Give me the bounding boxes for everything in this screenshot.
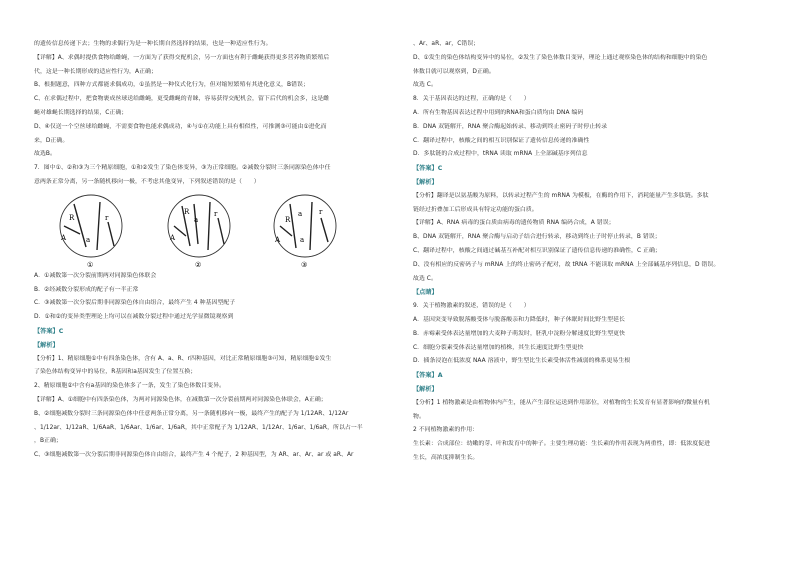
question-7-stem: 意两条正常分离，另一条随机移向一极，不考虑其他变异，下列叙述错误的是（ ） bbox=[34, 178, 260, 185]
text-line: 【分析】1 植物激素是由植物体内产生，能从产生部位运送到作用部位，对植物的生长发育有显著影响的微量有机 bbox=[413, 399, 710, 406]
gene-label: a bbox=[86, 235, 91, 244]
chromosome bbox=[310, 202, 312, 250]
figure-caption-3: ③ bbox=[301, 260, 308, 269]
chromosome bbox=[321, 218, 328, 242]
option-line: B．赤霉素受体表达量增加的大麦种子萌发时，胚乳中淀粉分解速度比野生型更快 bbox=[413, 330, 626, 337]
text-line: 【分析】翻译是以氨基酸为原料，以转录过程产生的 mRNA 为模板，在酶的作用下，消耗能量产生多肽链。多肽 bbox=[413, 192, 709, 199]
chromosome bbox=[194, 204, 198, 244]
text-line: 【分析】1、精原细胞①中有四条染色体，含有 A、a、R、r四种基因，对比正常精原细胞③可知，精原细胞①发生 bbox=[34, 355, 332, 362]
chromosome bbox=[290, 204, 296, 248]
gene-label: r bbox=[105, 213, 109, 222]
text-line: 生长，高浓度抑制生长。 bbox=[413, 454, 479, 461]
figure-caption-2: ② bbox=[195, 260, 202, 269]
text-line: 故选B。 bbox=[34, 151, 56, 158]
gene-label: a bbox=[300, 235, 305, 244]
chromosome bbox=[74, 204, 86, 247]
chromosome-figure bbox=[34, 192, 399, 270]
text-line: C、翻译过程中，核酸之间通过碱基互补配对相互识别保证了遗传信息传递的准确性，C 正确； bbox=[413, 247, 661, 254]
chromosome bbox=[64, 226, 80, 234]
question-7-stem: 7．图中①、②和③为三个精原细胞，①和②发生了染色体变异，③为正常细胞。②减数分裂时三条同源染色体中任 bbox=[34, 165, 331, 172]
option-line: D．①和②的变异类型理论上均可以在减数分裂过程中通过光学显微镜观察到 bbox=[34, 314, 234, 321]
gene-label: A bbox=[61, 233, 67, 242]
gene-label: A bbox=[170, 233, 176, 242]
text-line: D、①发生的染色体结构变异中的易位，②发生了染色体数目变异，理论上通过观察染色体的结构和细胞中的染色 bbox=[413, 54, 708, 61]
option-line: D．插条浸泡在低浓度 NAA 溶液中，野生型比生长素受体活性减弱的株系更易生根 bbox=[413, 358, 631, 365]
question-8-stem: 8．关于基因表达的过程，正确的是（ ） bbox=[413, 96, 530, 103]
text-line: C、在求偶过程中，把食物裹成丝球送给雌蝇，更受雌蝇的青睐，容易获得交配机会，留下后代的机会多，这是雌 bbox=[34, 96, 330, 103]
figure-caption-1: ① bbox=[87, 260, 94, 269]
chromosome bbox=[208, 202, 210, 250]
chromosome bbox=[280, 226, 292, 236]
text-line: B、根据题意，四种方式都能求偶成功，①虽然是一种仪式化行为，但对缩短繁殖有其进化意义，B错误； bbox=[34, 82, 309, 89]
gene-label: r bbox=[214, 209, 218, 218]
answer-tag: 【答案】C bbox=[413, 165, 443, 173]
text-line: 来，D正确。 bbox=[34, 137, 69, 144]
option-line: C．细胞分裂素受体表达量增加的植株，其生长速度比野生型更快 bbox=[413, 344, 584, 351]
left-text-options bbox=[34, 270, 399, 463]
option-line: A．①减数第一次分裂前期两对同源染色体联会 bbox=[34, 272, 157, 279]
text-line: 、Ar、aR、ar，C错误； bbox=[413, 41, 480, 47]
analysis-tag: 【解析】 bbox=[413, 385, 438, 393]
gene-label: R bbox=[69, 213, 75, 222]
gene-label: a bbox=[298, 209, 303, 218]
text-line: 故选 C。 bbox=[413, 82, 437, 89]
text-line: 、1/12ar、1/12aR、1/6AaR、1/6Aar、1/6ar、1/6aR，其中正常配子为 1/12AR、1/12Ar、1/6ar、1/6aR，所以占一半 bbox=[34, 424, 363, 431]
analysis-tag: 【解析】 bbox=[34, 341, 59, 349]
chromosome bbox=[97, 202, 100, 250]
cell-1-circle bbox=[60, 195, 122, 257]
option-line: A．基因突变导致脱落酸受体与脱落酸亲和力降低时，种子休眠时间比野生型延长 bbox=[413, 316, 626, 323]
cell-diagram bbox=[34, 192, 399, 270]
option-line: B．②经减数分裂形成的配子有一半正常 bbox=[34, 286, 139, 293]
cell-2-circle bbox=[168, 195, 230, 257]
option-line: D．多肽链的合成过程中，tRNA 读取 mRNA 上全部碱基序列信息 bbox=[413, 151, 588, 158]
text-line: 故选 C。 bbox=[413, 275, 437, 282]
gene-label: a bbox=[194, 215, 199, 224]
gene-label: R bbox=[184, 207, 190, 216]
text-line: C、③细胞减数第一次分裂后期非同源染色体自由组合，最终产生 4 个配子，2 种基因型，为 AR、ar、Ar、ar 或 aR、Ar bbox=[34, 452, 354, 459]
text-line: 2、精原细胞②中含有a基因的染色体多了一条，发生了染色体数目变异。 bbox=[34, 383, 226, 390]
text-line: D、没有相应的反密码子与 mRNA 上的终止密码子配对，故 tRNA 不能读取 mRNA 上全部碱基序列信息，D 错误。 bbox=[413, 261, 720, 268]
answer-tag: 【答案】A bbox=[413, 372, 443, 380]
chromosome bbox=[108, 222, 114, 246]
text-line: D、④仅送一个空丝球给雌蝇，不需要食物也能求偶成功，④与①在功能上具有相似性，可推测③可能由①进化而 bbox=[34, 123, 327, 130]
gene-label: R bbox=[285, 215, 291, 224]
answer-tag: 【答案】C bbox=[34, 327, 64, 335]
question-9-stem: 9．关于植物激素的叙述，错误的是（ ） bbox=[413, 303, 530, 310]
text-line: 了染色体结构变异中的易位，R基因和a基因发生了位置互换； bbox=[34, 369, 197, 376]
text-line: ，B正确； bbox=[34, 438, 62, 445]
option-line: C．翻译过程中，核酸之间的相互识别保证了遗传信息传递的准确性 bbox=[413, 137, 590, 144]
text-line: 【详解】A、RNA 病毒的蛋白质由病毒的遗传物质 RNA 编码合成，A 错误； bbox=[413, 220, 615, 227]
left-column bbox=[34, 38, 399, 463]
option-line: A．所有生物基因表达过程中用到的RNA和蛋白质均由 DNA 编码 bbox=[413, 109, 584, 116]
text-line: 【详解】A、①细胞中有四条染色体，为两对同源染色体，在减数第一次分裂前期两对同源染色体联会，A正确； bbox=[34, 396, 327, 403]
text-line: B、②细胞减数分裂时三条同源染色体中任意两条正常分离，另一条随机移向一极，最终产生的配子为 1/12AR、1/12Ar bbox=[34, 410, 349, 417]
chromosome bbox=[218, 218, 224, 244]
text-line: 生长素：合成部位：幼嫩的芽、叶和发育中的种子。主要生理功能：生长素的作用表现为两重性，即：低浓度促进 bbox=[413, 441, 711, 448]
analysis-tag: 【解析】 bbox=[413, 178, 438, 186]
right-column bbox=[413, 38, 778, 466]
point-tag: 【点睛】 bbox=[413, 289, 438, 297]
text-line: 物。 bbox=[413, 413, 425, 420]
text-line: 链经过折叠加工后形成具有特定功能的蛋白质。 bbox=[413, 206, 538, 213]
option-line: B．DNA 双链解开，RNA 聚合酶起始转录、移动到终止密码子时停止转录 bbox=[413, 123, 608, 130]
text-line: 体数目就可以观察到，D正确。 bbox=[413, 68, 495, 75]
text-line: 【详解】A、求偶时提供食物给雌蝇，一方面为了获得交配机会，另一方面也有利于雌蝇获得更多营养物质繁殖后 bbox=[34, 54, 330, 61]
cell-3-circle bbox=[274, 195, 336, 257]
left-text-top bbox=[34, 38, 399, 190]
option-line: C．③减数第一次分裂后期非同源染色体自由组合，最终产生 4 种基因型配子 bbox=[34, 300, 236, 307]
text-line: 的遗传信息传递下去；生物的求偶行为是一种长期自然选择的结果，也是一种适应性行为。 bbox=[34, 41, 272, 47]
text-line: 蝇对雄蝇长期选择的结果，C正确； bbox=[34, 109, 128, 116]
text-line: B、DNA 双链解开，RNA 聚合酶与启动子结合进行转录，移动到终止子时停止转录，B 错误； bbox=[413, 234, 661, 241]
text-line: 代，这是一种长期形成的适应性行为，A正确； bbox=[34, 68, 157, 75]
gene-label: r bbox=[319, 207, 323, 216]
text-line: 2 不同植物激素的作用： bbox=[413, 427, 479, 434]
gene-label: A bbox=[275, 235, 281, 244]
chromosome bbox=[174, 226, 186, 236]
